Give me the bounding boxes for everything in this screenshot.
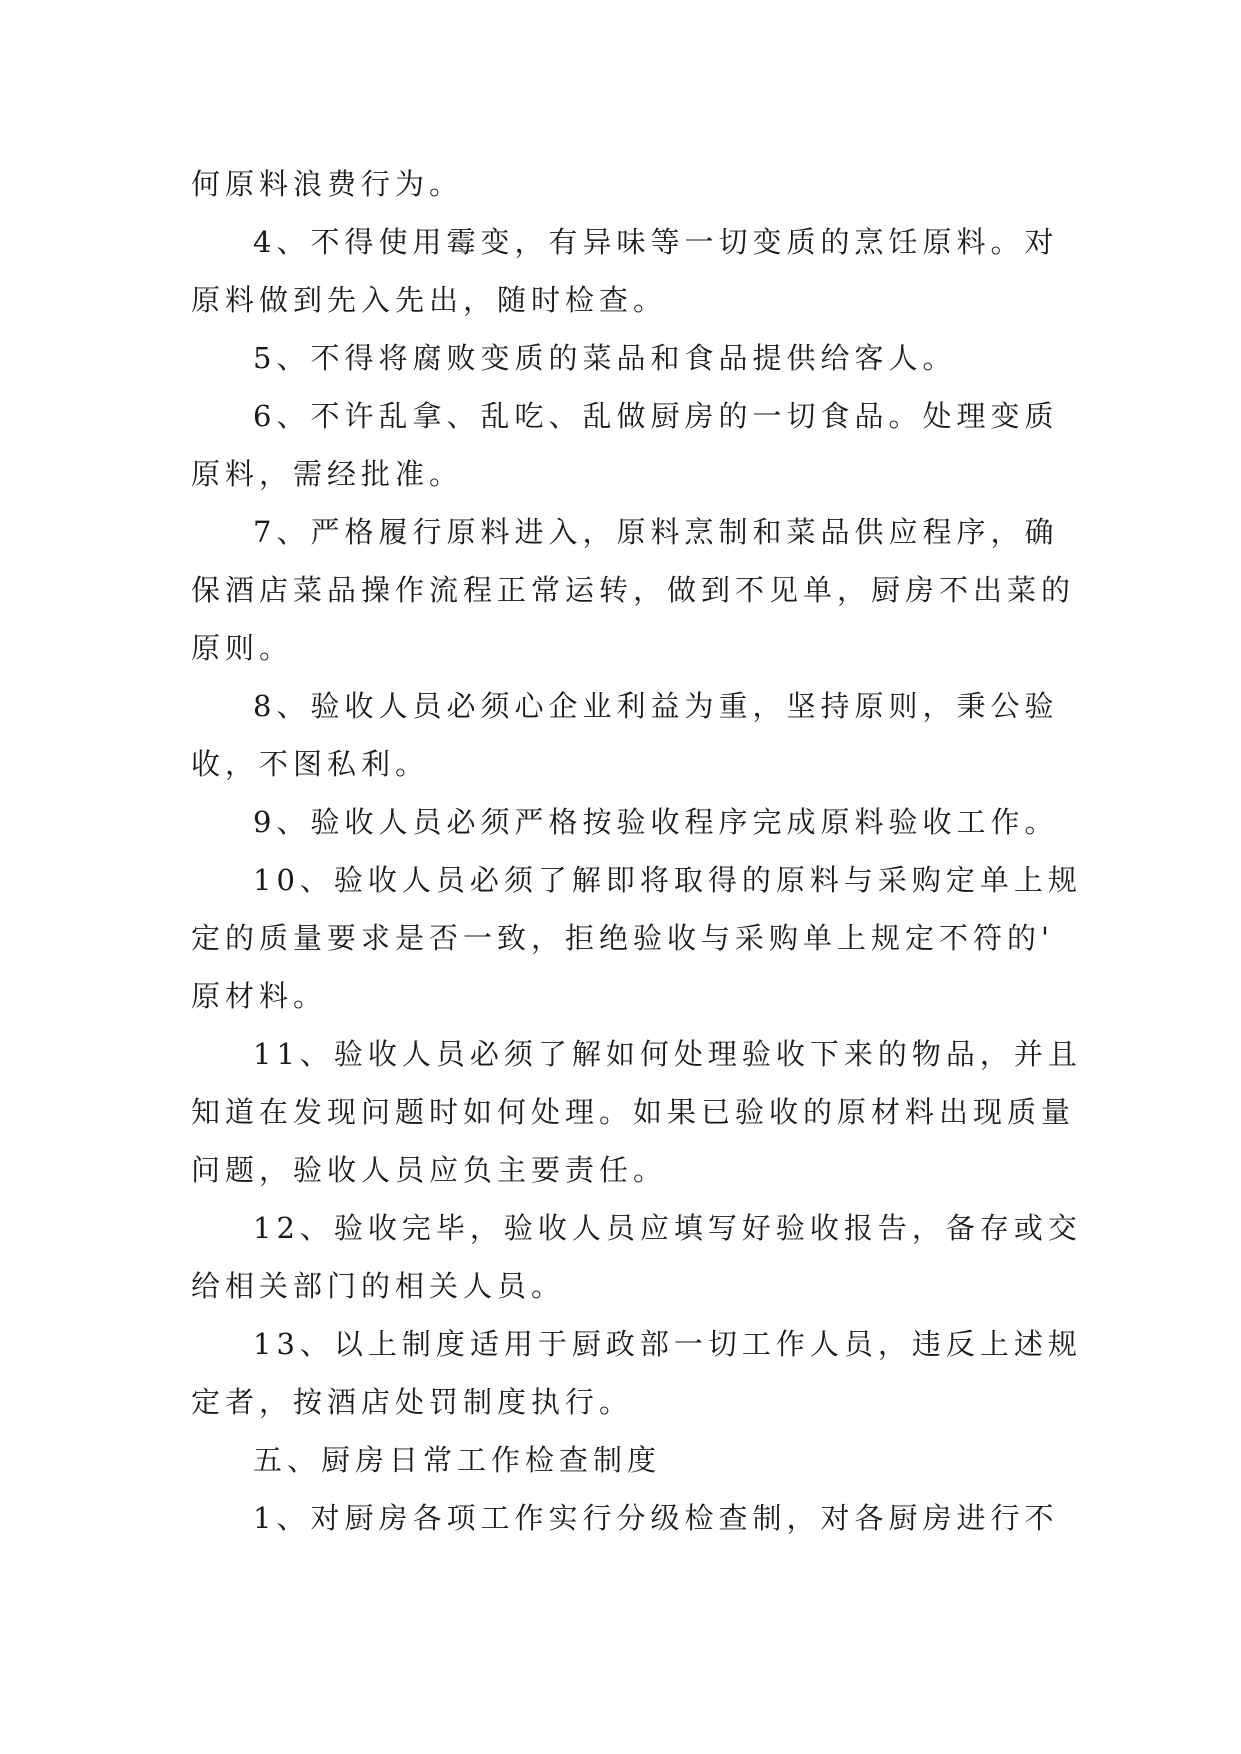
body-text-line: 定的质量要求是否一致，拒绝验收与采购单上规定不符的' xyxy=(191,921,1054,955)
body-text-line: 保酒店菜品操作流程正常运转，做到不见单，厨房不出菜的 xyxy=(191,573,1076,607)
body-text-line: 原料做到先入先出，随时检查。 xyxy=(191,283,668,317)
body-text-line: 13、以上制度适用于厨政部一切工作人员，违反上述规 xyxy=(253,1327,1082,1361)
body-text-line: 收，不图私利。 xyxy=(191,747,430,781)
body-text-line: 原材料。 xyxy=(191,979,328,1013)
body-text-line: 6、不许乱拿、乱吃、乱做厨房的一切食品。处理变质 xyxy=(253,399,1059,433)
body-text-line: 4、不得使用霉变，有异味等一切变质的烹饪原料。对 xyxy=(253,225,1059,259)
body-text-line: 定者，按酒店处罚制度执行。 xyxy=(191,1385,634,1419)
body-text-line: 1、对厨房各项工作实行分级检查制，对各厨房进行不 xyxy=(253,1501,1059,1535)
body-text-line: 8、验收人员必须心企业利益为重，坚持原则，秉公验 xyxy=(253,689,1059,723)
body-text-line: 5、不得将腐败变质的菜品和食品提供给客人。 xyxy=(253,341,957,375)
body-text-line: 原料，需经批准。 xyxy=(191,457,464,491)
body-text-line: 问题，验收人员应负主要责任。 xyxy=(191,1153,668,1187)
body-text-line: 10、验收人员必须了解即将取得的原料与采购定单上规 xyxy=(253,863,1082,897)
body-text-line: 原则。 xyxy=(191,631,294,665)
body-text-line: 12、验收完毕，验收人员应填写好验收报告，备存或交 xyxy=(253,1211,1082,1245)
body-text-line: 9、验收人员必须严格按验收程序完成原料验收工作。 xyxy=(253,805,1059,839)
body-text-line: 何原料浪费行为。 xyxy=(191,167,464,201)
body-text-line: 7、严格履行原料进入，原料烹制和菜品供应程序，确 xyxy=(253,515,1059,549)
body-text-line: 给相关部门的相关人员。 xyxy=(191,1269,566,1303)
body-text-line: 11、验收人员必须了解如何处理验收下来的物品，并且 xyxy=(253,1037,1082,1071)
section-heading: 五、厨房日常工作检查制度 xyxy=(253,1443,662,1477)
body-text-line: 知道在发现问题时如何处理。如果已验收的原材料出现质量 xyxy=(191,1095,1076,1129)
